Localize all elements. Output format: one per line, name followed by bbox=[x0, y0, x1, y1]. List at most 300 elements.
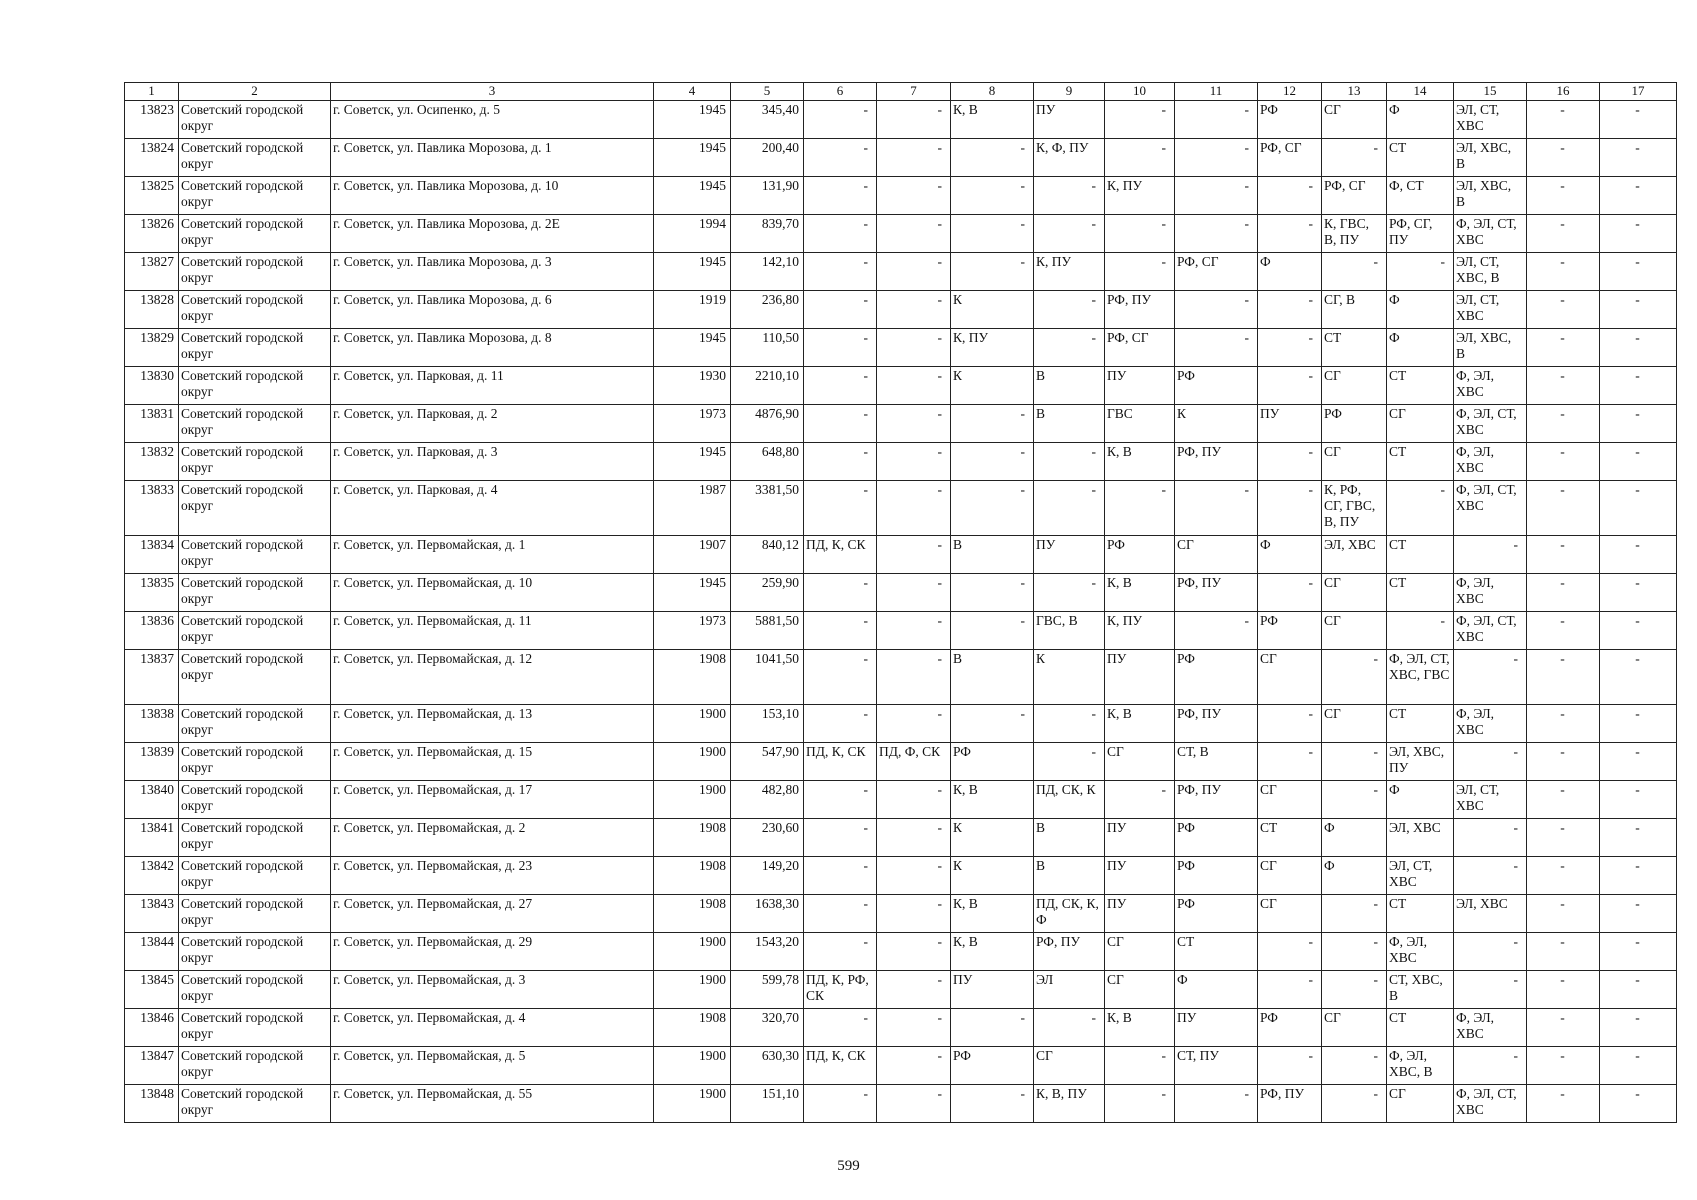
table-cell-col-6: ПД, К, РФ, СК bbox=[804, 971, 877, 1009]
table-cell-col-1: 13835 bbox=[125, 574, 179, 612]
table-cell-col-17: - bbox=[1600, 819, 1677, 857]
table-row bbox=[125, 857, 1677, 895]
column-header-11: 11 bbox=[1175, 83, 1258, 101]
table-cell-col-1: 13833 bbox=[125, 481, 179, 536]
table-cell-col-16: - bbox=[1527, 819, 1600, 857]
column-number-header-row bbox=[125, 83, 1677, 101]
table-cell-col-6: - bbox=[804, 650, 877, 705]
table-row bbox=[125, 443, 1677, 481]
table-cell-col-17: - bbox=[1600, 743, 1677, 781]
table-cell-col-13: - bbox=[1322, 743, 1387, 781]
table-cell-col-8: - bbox=[951, 1009, 1034, 1047]
table-cell-col-1: 13836 bbox=[125, 612, 179, 650]
table-cell-col-1: 13846 bbox=[125, 1009, 179, 1047]
table-cell-col-2: Советский городской округ bbox=[179, 705, 331, 743]
table-cell-col-9: ПД, СК, К bbox=[1034, 781, 1105, 819]
table-cell-col-14: - bbox=[1387, 481, 1454, 536]
table-cell-col-9: В bbox=[1034, 819, 1105, 857]
table-cell-col-15: Ф, ЭЛ, СТ, ХВС bbox=[1454, 1085, 1527, 1123]
table-cell-col-6: - bbox=[804, 405, 877, 443]
table-body bbox=[125, 101, 1677, 1123]
table-cell-col-12: - bbox=[1258, 705, 1322, 743]
table-cell-col-9: К, В, ПУ bbox=[1034, 1085, 1105, 1123]
table-cell-col-6: - bbox=[804, 612, 877, 650]
table-cell-col-5: 547,90 bbox=[731, 743, 804, 781]
table-cell-col-7: - bbox=[877, 971, 951, 1009]
table-cell-col-15: Ф, ЭЛ, ХВС bbox=[1454, 1009, 1527, 1047]
table-cell-col-16: - bbox=[1527, 1085, 1600, 1123]
table-cell-col-10: К, В bbox=[1105, 1009, 1175, 1047]
table-cell-col-1: 13828 bbox=[125, 291, 179, 329]
table-cell-col-11: - bbox=[1175, 1085, 1258, 1123]
table-cell-col-11: - bbox=[1175, 481, 1258, 536]
table-cell-col-14: СТ bbox=[1387, 536, 1454, 574]
table-cell-col-5: 1543,20 bbox=[731, 933, 804, 971]
table-cell-col-12: РФ, СГ bbox=[1258, 139, 1322, 177]
table-cell-col-3: г. Советск, ул. Парковая, д. 11 bbox=[331, 367, 654, 405]
table-cell-col-12: - bbox=[1258, 743, 1322, 781]
table-cell-col-6: ПД, К, СК bbox=[804, 536, 877, 574]
table-cell-col-8: ПУ bbox=[951, 971, 1034, 1009]
table-cell-col-15: ЭЛ, СТ, ХВС, В bbox=[1454, 253, 1527, 291]
table-cell-col-11: СГ bbox=[1175, 536, 1258, 574]
table-cell-col-5: 236,80 bbox=[731, 291, 804, 329]
table-cell-col-12: - bbox=[1258, 215, 1322, 253]
table-cell-col-4: 1908 bbox=[654, 819, 731, 857]
table-cell-col-2: Советский городской округ bbox=[179, 857, 331, 895]
table-cell-col-4: 1945 bbox=[654, 253, 731, 291]
table-cell-col-1: 13825 bbox=[125, 177, 179, 215]
table-cell-col-12: - bbox=[1258, 177, 1322, 215]
table-cell-col-13: - bbox=[1322, 971, 1387, 1009]
table-cell-col-14: - bbox=[1387, 253, 1454, 291]
table-cell-col-5: 5881,50 bbox=[731, 612, 804, 650]
table-cell-col-13: Ф bbox=[1322, 857, 1387, 895]
table-cell-col-16: - bbox=[1527, 536, 1600, 574]
table-cell-col-13: СГ bbox=[1322, 101, 1387, 139]
table-cell-col-8: К, В bbox=[951, 101, 1034, 139]
table-cell-col-14: Ф bbox=[1387, 329, 1454, 367]
table-cell-col-16: - bbox=[1527, 781, 1600, 819]
table-cell-col-11: - bbox=[1175, 329, 1258, 367]
table-cell-col-14: ЭЛ, СТ, ХВС bbox=[1387, 857, 1454, 895]
table-cell-col-5: 1041,50 bbox=[731, 650, 804, 705]
table-cell-col-3: г. Советск, ул. Первомайская, д. 10 bbox=[331, 574, 654, 612]
table-cell-col-17: - bbox=[1600, 574, 1677, 612]
table-cell-col-16: - bbox=[1527, 650, 1600, 705]
table-cell-col-6: - bbox=[804, 101, 877, 139]
table-cell-col-8: - bbox=[951, 481, 1034, 536]
table-cell-col-13: СГ bbox=[1322, 1009, 1387, 1047]
table-cell-col-15: ЭЛ, СТ, ХВС bbox=[1454, 101, 1527, 139]
table-cell-col-2: Советский городской округ bbox=[179, 101, 331, 139]
table-cell-col-4: 1987 bbox=[654, 481, 731, 536]
table-cell-col-10: СГ bbox=[1105, 933, 1175, 971]
table-row bbox=[125, 895, 1677, 933]
table-cell-col-1: 13823 bbox=[125, 101, 179, 139]
table-cell-col-5: 1638,30 bbox=[731, 895, 804, 933]
table-cell-col-12: РФ bbox=[1258, 1009, 1322, 1047]
table-cell-col-6: - bbox=[804, 819, 877, 857]
table-cell-col-2: Советский городской округ bbox=[179, 443, 331, 481]
table-cell-col-10: К, ПУ bbox=[1105, 612, 1175, 650]
table-row bbox=[125, 971, 1677, 1009]
table-cell-col-7: - bbox=[877, 291, 951, 329]
table-cell-col-5: 110,50 bbox=[731, 329, 804, 367]
table-cell-col-1: 13830 bbox=[125, 367, 179, 405]
table-cell-col-16: - bbox=[1527, 253, 1600, 291]
table-cell-col-3: г. Советск, ул. Первомайская, д. 11 bbox=[331, 612, 654, 650]
table-cell-col-13: - bbox=[1322, 1085, 1387, 1123]
table-row bbox=[125, 819, 1677, 857]
table-cell-col-14: Ф, СТ bbox=[1387, 177, 1454, 215]
table-cell-col-7: - bbox=[877, 367, 951, 405]
table-cell-col-4: 1945 bbox=[654, 443, 731, 481]
table-cell-col-6: - bbox=[804, 857, 877, 895]
column-header-2: 2 bbox=[179, 83, 331, 101]
table-row bbox=[125, 612, 1677, 650]
table-cell-col-3: г. Советск, ул. Первомайская, д. 1 bbox=[331, 536, 654, 574]
table-cell-col-10: - bbox=[1105, 101, 1175, 139]
table-cell-col-5: 482,80 bbox=[731, 781, 804, 819]
table-cell-col-17: - bbox=[1600, 781, 1677, 819]
table-cell-col-5: 149,20 bbox=[731, 857, 804, 895]
table-row bbox=[125, 650, 1677, 705]
table-cell-col-12: СГ bbox=[1258, 857, 1322, 895]
table-cell-col-16: - bbox=[1527, 895, 1600, 933]
table-cell-col-17: - bbox=[1600, 650, 1677, 705]
table-cell-col-10: - bbox=[1105, 139, 1175, 177]
table-cell-col-3: г. Советск, ул. Павлика Морозова, д. 10 bbox=[331, 177, 654, 215]
table-cell-col-5: 839,70 bbox=[731, 215, 804, 253]
table-cell-col-17: - bbox=[1600, 443, 1677, 481]
table-cell-col-11: - bbox=[1175, 291, 1258, 329]
table-cell-col-2: Советский городской округ bbox=[179, 215, 331, 253]
table-cell-col-11: РФ bbox=[1175, 367, 1258, 405]
table-cell-col-15: ЭЛ, ХВС, В bbox=[1454, 177, 1527, 215]
table-cell-col-12: РФ bbox=[1258, 101, 1322, 139]
table-cell-col-2: Советский городской округ bbox=[179, 743, 331, 781]
table-cell-col-4: 1907 bbox=[654, 536, 731, 574]
table-cell-col-17: - bbox=[1600, 1085, 1677, 1123]
column-header-17: 17 bbox=[1600, 83, 1677, 101]
table-cell-col-16: - bbox=[1527, 933, 1600, 971]
table-cell-col-9: - bbox=[1034, 481, 1105, 536]
table-cell-col-17: - bbox=[1600, 1009, 1677, 1047]
table-cell-col-10: РФ, СГ bbox=[1105, 329, 1175, 367]
table-cell-col-17: - bbox=[1600, 215, 1677, 253]
table-cell-col-1: 13841 bbox=[125, 819, 179, 857]
table-cell-col-1: 13842 bbox=[125, 857, 179, 895]
table-cell-col-4: 1900 bbox=[654, 933, 731, 971]
table-cell-col-4: 1945 bbox=[654, 139, 731, 177]
table-cell-col-11: РФ bbox=[1175, 650, 1258, 705]
table-cell-col-12: - bbox=[1258, 367, 1322, 405]
table-cell-col-1: 13843 bbox=[125, 895, 179, 933]
column-header-3: 3 bbox=[331, 83, 654, 101]
table-cell-col-9: ПД, СК, К, Ф bbox=[1034, 895, 1105, 933]
table-cell-col-6: - bbox=[804, 177, 877, 215]
table-cell-col-17: - bbox=[1600, 536, 1677, 574]
table-cell-col-14: ЭЛ, ХВС bbox=[1387, 819, 1454, 857]
table-cell-col-14: Ф bbox=[1387, 291, 1454, 329]
table-cell-col-12: СГ bbox=[1258, 650, 1322, 705]
table-cell-col-13: - bbox=[1322, 139, 1387, 177]
table-cell-col-9: - bbox=[1034, 443, 1105, 481]
table-cell-col-2: Советский городской округ bbox=[179, 819, 331, 857]
table-cell-col-8: - bbox=[951, 574, 1034, 612]
table-cell-col-13: СГ bbox=[1322, 612, 1387, 650]
table-cell-col-4: 1900 bbox=[654, 743, 731, 781]
table-cell-col-12: - bbox=[1258, 481, 1322, 536]
table-cell-col-8: К, В bbox=[951, 781, 1034, 819]
table-cell-col-3: г. Советск, ул. Первомайская, д. 15 bbox=[331, 743, 654, 781]
table-cell-col-8: К bbox=[951, 819, 1034, 857]
table-cell-col-6: - bbox=[804, 1085, 877, 1123]
table-row bbox=[125, 1085, 1677, 1123]
table-cell-col-10: - bbox=[1105, 1047, 1175, 1085]
table-cell-col-7: - bbox=[877, 443, 951, 481]
table-cell-col-9: СГ bbox=[1034, 1047, 1105, 1085]
page-number: 599 bbox=[837, 1158, 860, 1174]
table-cell-col-14: Ф bbox=[1387, 101, 1454, 139]
table-cell-col-15: - bbox=[1454, 1047, 1527, 1085]
table-cell-col-16: - bbox=[1527, 101, 1600, 139]
table-cell-col-8: В bbox=[951, 650, 1034, 705]
table-cell-col-9: К, ПУ bbox=[1034, 253, 1105, 291]
table-cell-col-3: г. Советск, ул. Первомайская, д. 2 bbox=[331, 819, 654, 857]
table-cell-col-9: В bbox=[1034, 405, 1105, 443]
table-cell-col-3: г. Советск, ул. Павлика Морозова, д. 8 bbox=[331, 329, 654, 367]
table-cell-col-2: Советский городской округ bbox=[179, 895, 331, 933]
table-cell-col-7: - bbox=[877, 895, 951, 933]
table-cell-col-14: СГ bbox=[1387, 405, 1454, 443]
table-cell-col-13: РФ, СГ bbox=[1322, 177, 1387, 215]
table-cell-col-11: ПУ bbox=[1175, 1009, 1258, 1047]
table-cell-col-14: Ф, ЭЛ, ХВС, В bbox=[1387, 1047, 1454, 1085]
table-cell-col-4: 1908 bbox=[654, 650, 731, 705]
table-cell-col-8: В bbox=[951, 536, 1034, 574]
table-cell-col-10: - bbox=[1105, 781, 1175, 819]
table-cell-col-17: - bbox=[1600, 933, 1677, 971]
table-cell-col-7: - bbox=[877, 819, 951, 857]
table-cell-col-4: 1945 bbox=[654, 574, 731, 612]
table-row bbox=[125, 405, 1677, 443]
table-row bbox=[125, 743, 1677, 781]
table-cell-col-5: 648,80 bbox=[731, 443, 804, 481]
table-cell-col-7: - bbox=[877, 574, 951, 612]
register-table-container bbox=[124, 82, 1670, 1123]
table-cell-col-15: ЭЛ, СТ, ХВС bbox=[1454, 291, 1527, 329]
column-header-4: 4 bbox=[654, 83, 731, 101]
table-cell-col-2: Советский городской округ bbox=[179, 536, 331, 574]
table-cell-col-13: К, РФ, СГ, ГВС, В, ПУ bbox=[1322, 481, 1387, 536]
table-cell-col-9: В bbox=[1034, 367, 1105, 405]
table-cell-col-1: 13827 bbox=[125, 253, 179, 291]
table-cell-col-6: ПД, К, СК bbox=[804, 743, 877, 781]
table-cell-col-15: ЭЛ, СТ, ХВС bbox=[1454, 781, 1527, 819]
table-cell-col-12: - bbox=[1258, 971, 1322, 1009]
table-cell-col-3: г. Советск, ул. Первомайская, д. 4 bbox=[331, 1009, 654, 1047]
table-cell-col-11: РФ, ПУ bbox=[1175, 705, 1258, 743]
table-row bbox=[125, 367, 1677, 405]
table-cell-col-10: ГВС bbox=[1105, 405, 1175, 443]
table-cell-col-6: - bbox=[804, 291, 877, 329]
table-cell-col-11: РФ bbox=[1175, 895, 1258, 933]
table-cell-col-11: - bbox=[1175, 139, 1258, 177]
table-cell-col-11: СТ bbox=[1175, 933, 1258, 971]
column-header-10: 10 bbox=[1105, 83, 1175, 101]
table-cell-col-12: - bbox=[1258, 574, 1322, 612]
table-cell-col-4: 1908 bbox=[654, 895, 731, 933]
table-cell-col-17: - bbox=[1600, 971, 1677, 1009]
table-cell-col-6: - bbox=[804, 895, 877, 933]
table-cell-col-7: - bbox=[877, 933, 951, 971]
building-register-table bbox=[124, 82, 1677, 1123]
table-cell-col-3: г. Советск, ул. Первомайская, д. 3 bbox=[331, 971, 654, 1009]
table-cell-col-4: 1900 bbox=[654, 781, 731, 819]
table-cell-col-5: 153,10 bbox=[731, 705, 804, 743]
table-cell-col-17: - bbox=[1600, 705, 1677, 743]
table-cell-col-12: - bbox=[1258, 329, 1322, 367]
table-cell-col-4: 1945 bbox=[654, 329, 731, 367]
table-cell-col-15: ЭЛ, ХВС, В bbox=[1454, 139, 1527, 177]
table-cell-col-9: ПУ bbox=[1034, 536, 1105, 574]
table-cell-col-2: Советский городской округ bbox=[179, 1009, 331, 1047]
table-cell-col-14: СГ bbox=[1387, 1085, 1454, 1123]
table-cell-col-15: ЭЛ, ХВС bbox=[1454, 895, 1527, 933]
table-cell-col-1: 13840 bbox=[125, 781, 179, 819]
table-cell-col-3: г. Советск, ул. Павлика Морозова, д. 1 bbox=[331, 139, 654, 177]
table-cell-col-15: Ф, ЭЛ, СТ, ХВС bbox=[1454, 405, 1527, 443]
table-cell-col-3: г. Советск, ул. Первомайская, д. 55 bbox=[331, 1085, 654, 1123]
table-cell-col-10: - bbox=[1105, 253, 1175, 291]
table-cell-col-17: - bbox=[1600, 612, 1677, 650]
table-cell-col-5: 230,60 bbox=[731, 819, 804, 857]
table-cell-col-17: - bbox=[1600, 291, 1677, 329]
table-cell-col-2: Советский городской округ bbox=[179, 139, 331, 177]
table-cell-col-8: - bbox=[951, 405, 1034, 443]
table-cell-col-14: РФ, СГ, ПУ bbox=[1387, 215, 1454, 253]
table-cell-col-10: - bbox=[1105, 215, 1175, 253]
table-cell-col-7: ПД, Ф, СК bbox=[877, 743, 951, 781]
table-cell-col-2: Советский городской округ bbox=[179, 177, 331, 215]
table-cell-col-6: - bbox=[804, 481, 877, 536]
table-cell-col-15: - bbox=[1454, 536, 1527, 574]
table-cell-col-1: 13847 bbox=[125, 1047, 179, 1085]
table-cell-col-3: г. Советск, ул. Осипенко, д. 5 bbox=[331, 101, 654, 139]
table-cell-col-17: - bbox=[1600, 857, 1677, 895]
table-cell-col-12: ПУ bbox=[1258, 405, 1322, 443]
table-cell-col-10: К, В bbox=[1105, 705, 1175, 743]
column-header-8: 8 bbox=[951, 83, 1034, 101]
table-cell-col-14: СТ bbox=[1387, 705, 1454, 743]
table-cell-col-1: 13832 bbox=[125, 443, 179, 481]
table-cell-col-12: - bbox=[1258, 443, 1322, 481]
table-cell-col-17: - bbox=[1600, 367, 1677, 405]
table-cell-col-2: Советский городской округ bbox=[179, 933, 331, 971]
table-cell-col-7: - bbox=[877, 101, 951, 139]
table-cell-col-17: - bbox=[1600, 139, 1677, 177]
table-cell-col-15: Ф, ЭЛ, ХВС bbox=[1454, 705, 1527, 743]
table-cell-col-10: - bbox=[1105, 481, 1175, 536]
table-cell-col-10: - bbox=[1105, 1085, 1175, 1123]
table-cell-col-16: - bbox=[1527, 1047, 1600, 1085]
table-cell-col-12: СТ bbox=[1258, 819, 1322, 857]
table-cell-col-6: - bbox=[804, 329, 877, 367]
table-cell-col-2: Советский городской округ bbox=[179, 253, 331, 291]
column-header-14: 14 bbox=[1387, 83, 1454, 101]
table-cell-col-11: СТ, ПУ bbox=[1175, 1047, 1258, 1085]
table-cell-col-16: - bbox=[1527, 329, 1600, 367]
table-cell-col-16: - bbox=[1527, 177, 1600, 215]
table-cell-col-15: - bbox=[1454, 743, 1527, 781]
table-cell-col-14: - bbox=[1387, 612, 1454, 650]
table-cell-col-14: СТ bbox=[1387, 367, 1454, 405]
table-cell-col-16: - bbox=[1527, 215, 1600, 253]
table-cell-col-4: 1994 bbox=[654, 215, 731, 253]
table-cell-col-17: - bbox=[1600, 253, 1677, 291]
table-cell-col-17: - bbox=[1600, 329, 1677, 367]
table-cell-col-14: СТ bbox=[1387, 1009, 1454, 1047]
table-cell-col-14: СТ bbox=[1387, 574, 1454, 612]
table-cell-col-8: - bbox=[951, 177, 1034, 215]
table-cell-col-1: 13834 bbox=[125, 536, 179, 574]
table-cell-col-2: Советский городской округ bbox=[179, 574, 331, 612]
table-cell-col-3: г. Советск, ул. Первомайская, д. 29 bbox=[331, 933, 654, 971]
column-header-15: 15 bbox=[1454, 83, 1527, 101]
table-cell-col-7: - bbox=[877, 612, 951, 650]
table-cell-col-12: Ф bbox=[1258, 253, 1322, 291]
table-cell-col-1: 13848 bbox=[125, 1085, 179, 1123]
table-cell-col-12: РФ, ПУ bbox=[1258, 1085, 1322, 1123]
table-cell-col-2: Советский городской округ bbox=[179, 612, 331, 650]
table-cell-col-13: К, ГВС, В, ПУ bbox=[1322, 215, 1387, 253]
table-cell-col-9: - bbox=[1034, 329, 1105, 367]
table-cell-col-3: г. Советск, ул. Павлика Морозова, д. 3 bbox=[331, 253, 654, 291]
table-cell-col-5: 3381,50 bbox=[731, 481, 804, 536]
table-cell-col-6: - bbox=[804, 574, 877, 612]
table-cell-col-3: г. Советск, ул. Парковая, д. 2 bbox=[331, 405, 654, 443]
table-cell-col-17: - bbox=[1600, 101, 1677, 139]
table-cell-col-15: Ф, ЭЛ, СТ, ХВС bbox=[1454, 215, 1527, 253]
table-cell-col-10: СГ bbox=[1105, 743, 1175, 781]
table-cell-col-15: Ф, ЭЛ, СТ, ХВС bbox=[1454, 612, 1527, 650]
table-cell-col-10: СГ bbox=[1105, 971, 1175, 1009]
table-cell-col-7: - bbox=[877, 857, 951, 895]
table-cell-col-15: Ф, ЭЛ, ХВС bbox=[1454, 443, 1527, 481]
table-cell-col-11: - bbox=[1175, 215, 1258, 253]
table-cell-col-9: ГВС, В bbox=[1034, 612, 1105, 650]
table-cell-col-4: 1945 bbox=[654, 101, 731, 139]
table-cell-col-10: ПУ bbox=[1105, 367, 1175, 405]
table-cell-col-7: - bbox=[877, 1085, 951, 1123]
table-row bbox=[125, 574, 1677, 612]
table-cell-col-13: - bbox=[1322, 781, 1387, 819]
table-cell-col-13: РФ bbox=[1322, 405, 1387, 443]
table-cell-col-1: 13844 bbox=[125, 933, 179, 971]
table-cell-col-11: РФ bbox=[1175, 857, 1258, 895]
table-cell-col-7: - bbox=[877, 139, 951, 177]
table-cell-col-15: ЭЛ, ХВС, В bbox=[1454, 329, 1527, 367]
table-cell-col-6: - bbox=[804, 1009, 877, 1047]
table-cell-col-7: - bbox=[877, 481, 951, 536]
table-cell-col-5: 151,10 bbox=[731, 1085, 804, 1123]
table-cell-col-7: - bbox=[877, 1047, 951, 1085]
table-cell-col-5: 345,40 bbox=[731, 101, 804, 139]
table-cell-col-3: г. Советск, ул. Павлика Морозова, д. 2Е bbox=[331, 215, 654, 253]
table-cell-col-9: В bbox=[1034, 857, 1105, 895]
